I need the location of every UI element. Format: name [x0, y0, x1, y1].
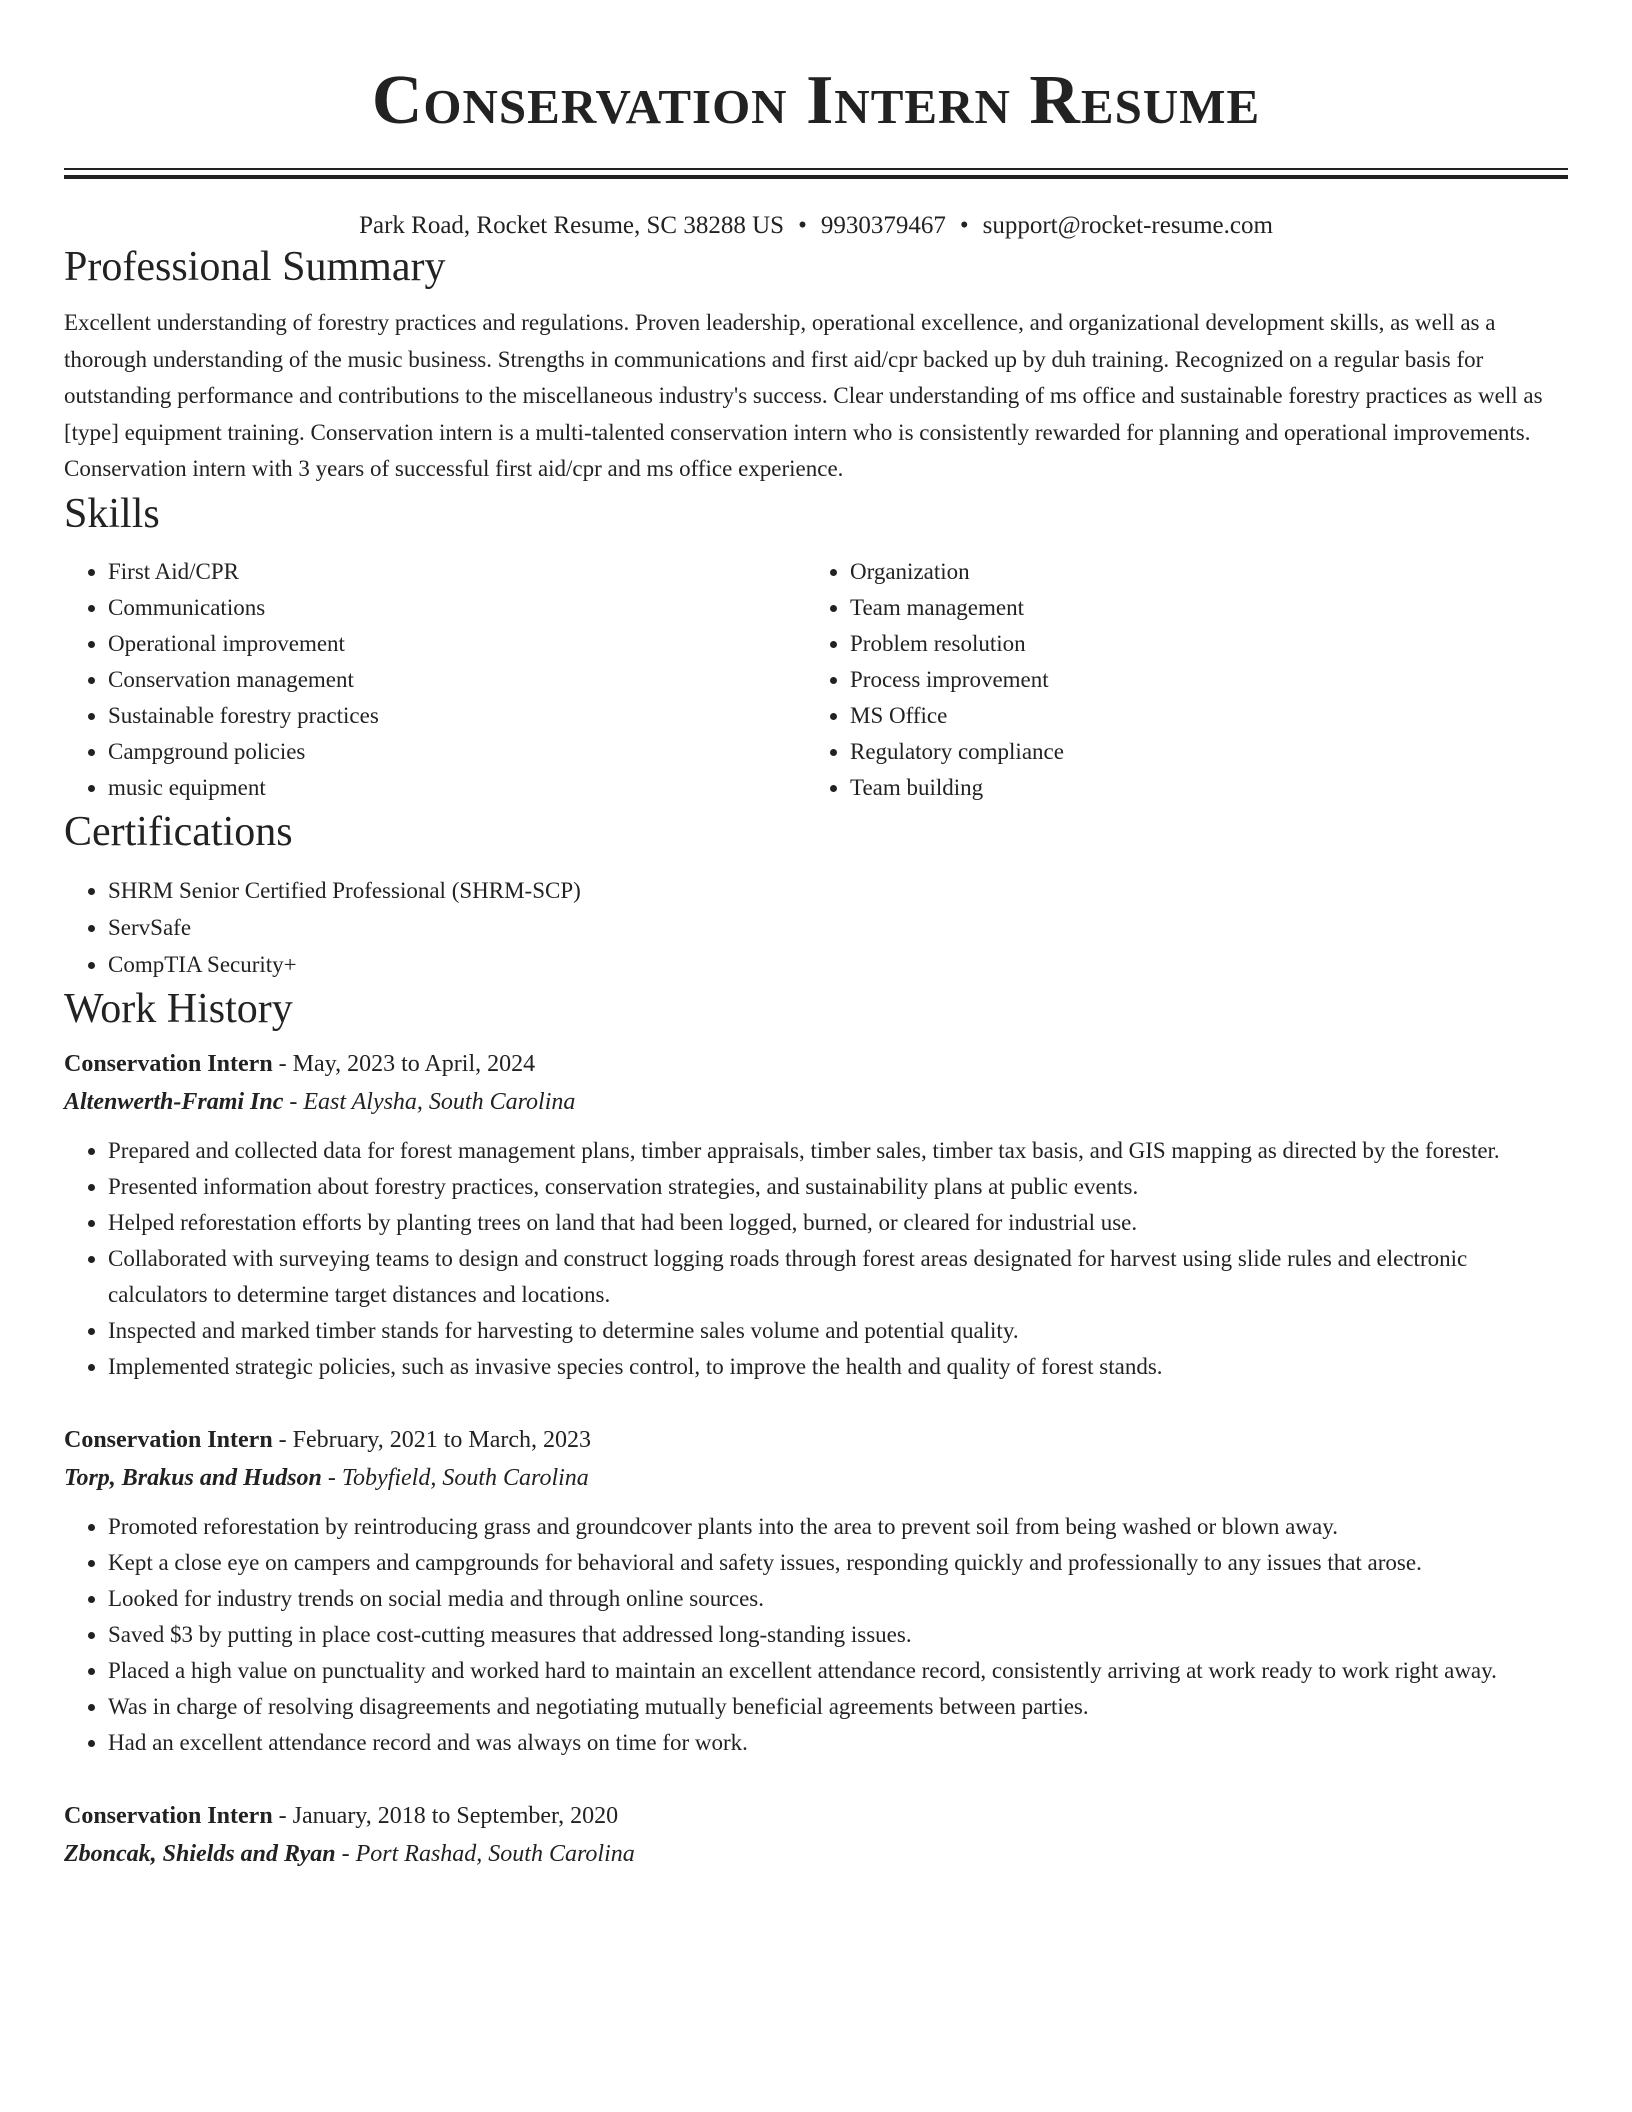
- certifications-heading: Certifications: [64, 808, 293, 855]
- job-bullets: [64, 1133, 1568, 1385]
- job-bullet: • Placed a high value on punctuality and worked hard to maintain an excellent attendance record, consistently arriving at work ready to work right away.: [108, 1653, 1568, 1689]
- skill-item: • music equipment: [108, 770, 806, 806]
- resume-page: [64, 0, 1568, 1873]
- job-dash: -: [272, 1802, 293, 1829]
- job-dates: May, 2023 to April, 2024: [292, 1050, 536, 1077]
- skill-item: • Regulatory compliance: [850, 734, 1548, 770]
- job-bullet: • Was in charge of resolving disagreements and negotiating mutually beneficial agreements between parties.: [108, 1689, 1568, 1725]
- job-bullet: • Inspected and marked timber stands for harvesting to determine sales volume and potential quality.: [108, 1313, 1568, 1349]
- job-bullet: • Looked for industry trends on social media and through online sources.: [108, 1581, 1568, 1617]
- job-location: Port Rashad, South Carolina: [355, 1840, 635, 1867]
- job-company: Zboncak, Shields and Ryan: [64, 1840, 336, 1867]
- job-role: Conservation Intern: [64, 1426, 273, 1453]
- job-bullets: [64, 1509, 1568, 1761]
- job-title-line: [64, 1421, 1568, 1459]
- job-role: Conservation Intern: [64, 1050, 273, 1077]
- summary-heading: Professional Summary: [64, 244, 446, 290]
- contact-line: [64, 211, 1568, 241]
- certification-item: • SHRM Senior Certified Professional (SHRM-SCP): [108, 872, 1568, 909]
- skill-item: • MS Office: [850, 698, 1548, 734]
- certification-item: • CompTIA Security+: [108, 946, 1568, 983]
- skill-item: • Team building: [850, 770, 1548, 806]
- job-title-line: [64, 1797, 1568, 1835]
- job-entry: [64, 1045, 1568, 1385]
- job-dash: -: [272, 1426, 293, 1453]
- skill-item: • Process improvement: [850, 662, 1548, 698]
- job-bullet: • Promoted reforestation by reintroducing grass and groundcover plants into the area to prevent soil from being washed or blown away.: [108, 1509, 1568, 1545]
- contact-address: Park Road, Rocket Resume, SC 38288 US: [359, 212, 785, 239]
- job-location: Tobyfield, South Carolina: [341, 1464, 589, 1491]
- contact-separator: •: [798, 212, 807, 239]
- job-entry: [64, 1421, 1568, 1761]
- job-bullet: • Had an excellent attendance record and was always on time for work.: [108, 1725, 1568, 1761]
- job-dates: January, 2018 to September, 2020: [292, 1802, 619, 1829]
- work-history-heading: Work History: [64, 985, 293, 1032]
- job-dash: -: [321, 1464, 342, 1491]
- certifications-block: [64, 872, 1568, 983]
- contact-phone: 9930379467: [820, 212, 946, 239]
- skill-item: • Team management: [850, 590, 1548, 626]
- skills-columns: [64, 554, 1568, 806]
- job-bullet: • Prepared and collected data for forest management plans, timber appraisals, timber sales, timber tax basis, and GIS mapping as directed by the forester.: [108, 1133, 1568, 1169]
- skill-item: • Conservation management: [108, 662, 806, 698]
- skill-item: • First Aid/CPR: [108, 554, 806, 590]
- job-dash: -: [283, 1088, 304, 1115]
- job-bullet: • Collaborated with surveying teams to design and construct logging roads through forest areas designated for harvest using slide rules and electronic calculators to determine target distances and locations.: [108, 1241, 1568, 1313]
- skills-list-left: [64, 554, 806, 806]
- job-location: East Alysha, South Carolina: [303, 1088, 576, 1115]
- summary-text: Excellent understanding of forestry practices and regulations. Proven leadership, operational excellence, and organizational development skills, as well as a thorough understanding of the music business. Strengths in communications and first aid/cpr backed up by duh training. Recognized on a regular basis for outstanding performance and contributions to the miscellaneous industry's success. Clear understanding of ms office and sustainable forestry practices as well as [type] equipment training. Conservation intern is a multi-talented conservation intern who is consistently rewarded for planning and operational improvements. Conservation intern with 3 years of successful first aid/cpr and ms office experience.: [64, 310, 1543, 481]
- resume-title: Conservation Intern Resume: [371, 62, 1261, 139]
- skill-item: • Campground policies: [108, 734, 806, 770]
- skill-item: • Sustainable forestry practices: [108, 698, 806, 734]
- job-company: Altenwerth-Frami Inc: [64, 1088, 284, 1115]
- job-entry: [64, 1797, 1568, 1873]
- contact-separator: •: [959, 212, 969, 239]
- skills-heading: Skills: [64, 490, 160, 537]
- job-company-line: [64, 1083, 1568, 1121]
- job-company-line: [64, 1835, 1568, 1873]
- certifications-list: [64, 872, 1568, 983]
- skill-item: • Organization: [850, 554, 1548, 590]
- job-company: Torp, Brakus and Hudson: [64, 1464, 322, 1491]
- job-dash: -: [272, 1050, 293, 1077]
- certification-item: • ServSafe: [108, 909, 1568, 946]
- skill-item: • Problem resolution: [850, 626, 1548, 662]
- job-bullet: • Implemented strategic policies, such as invasive species control, to improve the health and quality of forest stands.: [108, 1349, 1568, 1385]
- job-bullet: • Presented information about forestry practices, conservation strategies, and sustainability plans at public events.: [108, 1169, 1568, 1205]
- job-bullet: • Kept a close eye on campers and campgrounds for behavioral and safety issues, responding quickly and professionally to any issues that arose.: [108, 1545, 1568, 1581]
- job-company-line: [64, 1459, 1568, 1497]
- title-divider: [64, 168, 1568, 179]
- skill-item: • Communications: [108, 590, 806, 626]
- job-dash: -: [335, 1840, 356, 1867]
- job-dates: February, 2021 to March, 2023: [292, 1426, 592, 1453]
- skill-item: • Operational improvement: [108, 626, 806, 662]
- contact-email: support@rocket-resume.com: [982, 212, 1273, 239]
- skills-list-right: [806, 554, 1548, 806]
- job-bullet: • Helped reforestation efforts by planting trees on land that had been logged, burned, or cleared for industrial use.: [108, 1205, 1568, 1241]
- job-role: Conservation Intern: [64, 1802, 273, 1829]
- job-bullet: • Saved $3 by putting in place cost-cutting measures that addressed long-standing issues.: [108, 1617, 1568, 1653]
- job-title-line: [64, 1045, 1568, 1083]
